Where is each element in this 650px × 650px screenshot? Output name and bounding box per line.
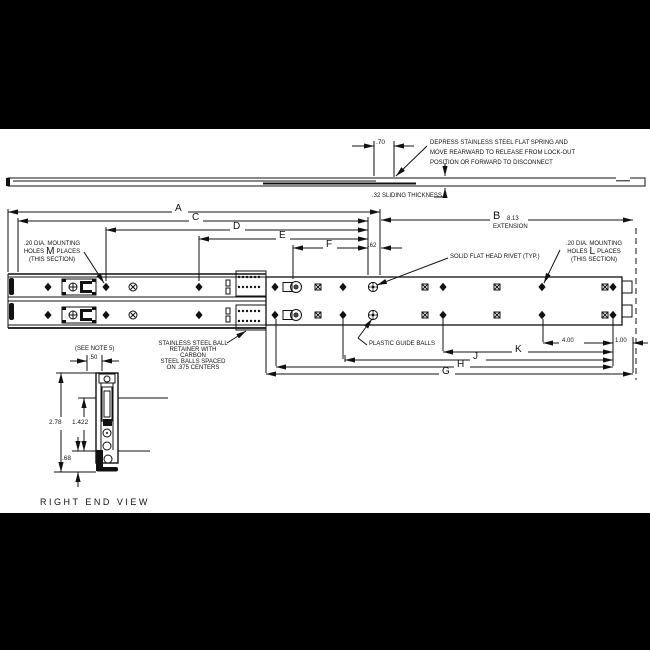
- dim-g-label: G: [442, 366, 450, 377]
- dim-j-label: J: [473, 351, 478, 362]
- dim-b-value: 8.13: [507, 216, 519, 222]
- dim-70: [352, 141, 427, 177]
- dim-h-label: H: [457, 359, 465, 370]
- guide-balls-note: PLASTIC GUIDE BALLS: [369, 341, 436, 347]
- dim-68-value: .68: [62, 455, 72, 462]
- dim-a-label: A: [175, 203, 182, 214]
- dim-d-label: D: [233, 221, 241, 232]
- dim-400-value: 4.00: [562, 338, 574, 344]
- dim-62-value: .62: [368, 243, 377, 249]
- dim-50-value: .50: [89, 355, 98, 361]
- dim-b-extension-label: EXTENSION: [493, 224, 528, 230]
- dim-f-label: F: [326, 239, 333, 250]
- spring-note-line2: MOVE REARWARD TO RELEASE FROM LOCK-OUT: [430, 150, 576, 156]
- retainer-note: STAINLESS STEEL BALL RETAINER WITH CARBON STEEL BALLS SPACED ON .375 CENTERS: [158, 341, 228, 371]
- mounting-note-right: .20 DIA. MOUNTING HOLES L PLACES (THIS SECTION): [565, 241, 622, 263]
- dim-100-value: 1.00: [615, 338, 627, 344]
- spring-note-line3: POSITION OR FORWARD TO DISCONNECT: [430, 160, 553, 166]
- variable-l: L: [589, 246, 596, 257]
- dim-b-label: B: [493, 210, 501, 222]
- dim-c-label: C: [192, 212, 200, 223]
- rivet-note: SOLID FLAT HEAD RIVET (TYP.): [450, 254, 540, 260]
- dim-1422-value: 1.422: [72, 419, 89, 426]
- mounting-note-left: .20 DIA. MOUNTING HOLES M PLACES (THIS SECTION): [23, 241, 81, 263]
- dim-e-label: E: [279, 230, 286, 241]
- dim-32-label: .32 SLIDING THICKNESS: [372, 193, 442, 199]
- flat-spring-member: [6, 177, 645, 186]
- dim-278-value: 2.78: [49, 419, 62, 426]
- view-title: RIGHT END VIEW: [40, 497, 150, 507]
- see-note-label: (SEE NOTE 5): [75, 346, 115, 352]
- dim-k-label: K: [515, 344, 522, 355]
- dim-70-value: .70: [376, 139, 386, 146]
- upper-dims: [8, 209, 636, 380]
- variable-m: M: [46, 246, 55, 257]
- spring-note-line1: DEPRESS STAINLESS STEEL FLAT SPRING AND: [430, 140, 568, 146]
